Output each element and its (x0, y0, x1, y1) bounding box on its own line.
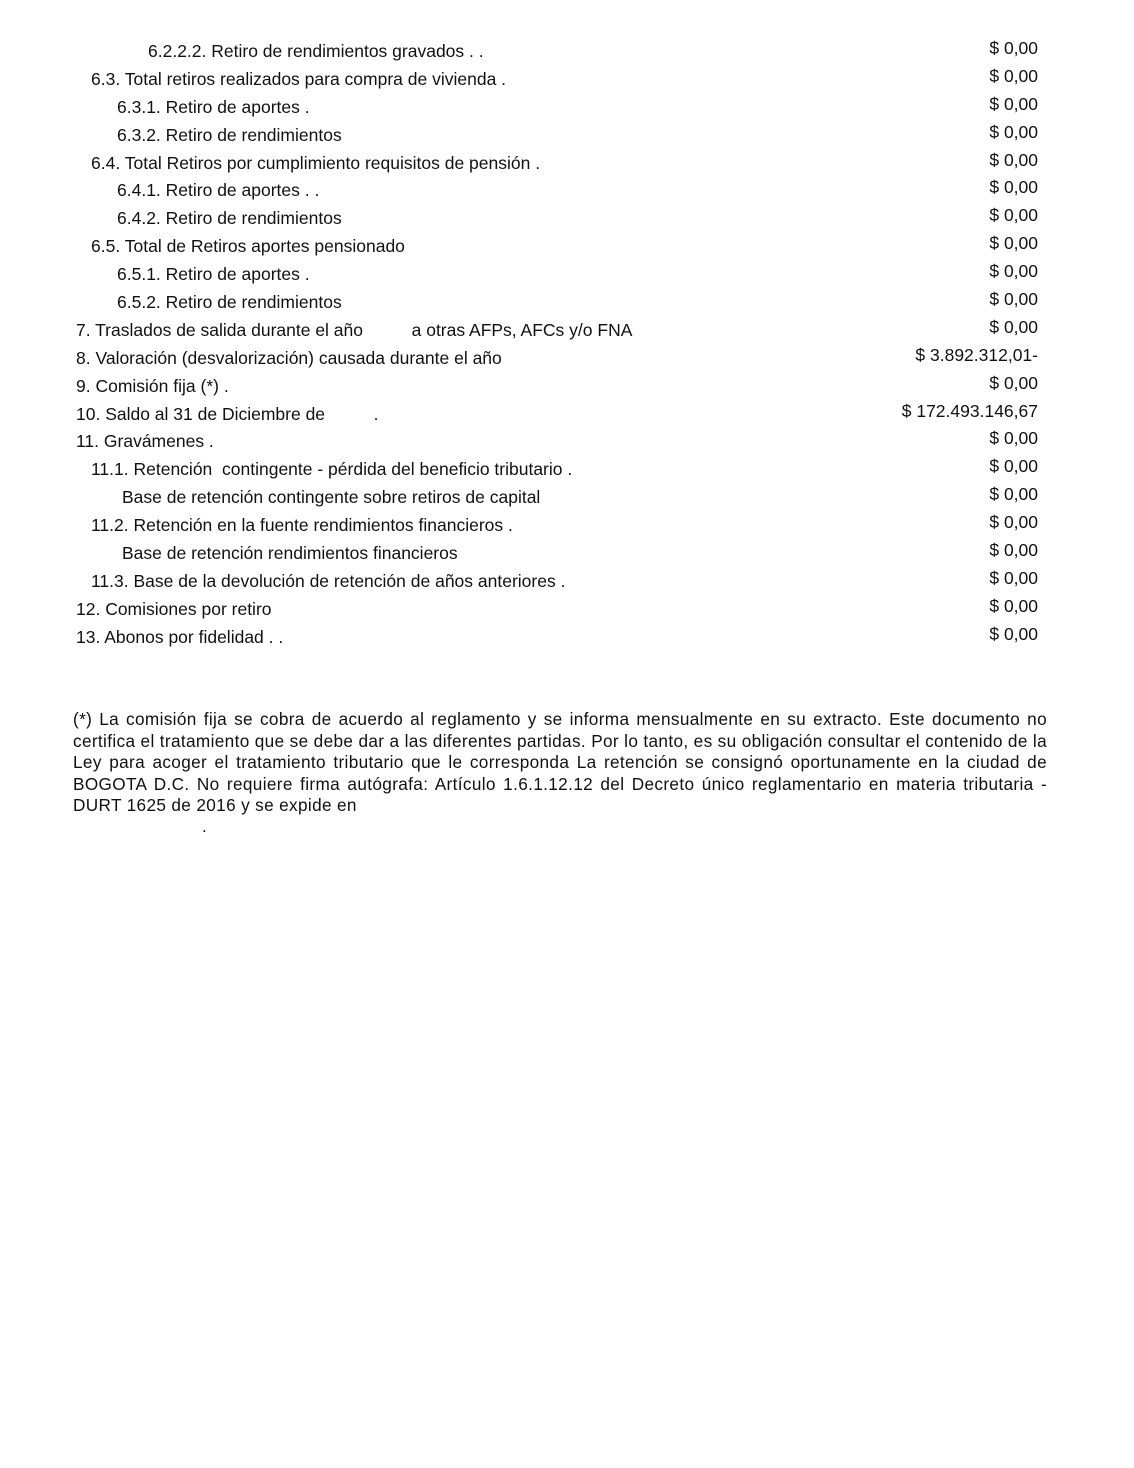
statement-row (0, 64, 1134, 92)
row-label: 6.2.2.2. Retiro de rendimientos gravados . . (148, 41, 484, 61)
statement-row (0, 371, 1134, 399)
statement-row (0, 399, 1134, 427)
row-amount: $ 0,00 (989, 428, 1038, 449)
row-label: 6.5. Total de Retiros aportes pensionado (91, 236, 405, 257)
row-amount: $ 0,00 (989, 261, 1038, 282)
row-label: 9. Comisión fija (*) . (76, 375, 229, 396)
row-label: 6.3.1. Retiro de aportes . (117, 96, 310, 117)
row-label: 6.3. Total retiros realizados para compra de vivienda . (91, 68, 507, 89)
row-label: 10. Saldo al 31 de Diciembre de . (76, 403, 379, 424)
row-amount: $ 0,00 (989, 567, 1038, 588)
row-amount: $ 3.892.312,01- (915, 344, 1038, 365)
statement-row (0, 36, 1134, 64)
row-label: 6.3.2. Retiro de rendimientos (117, 124, 342, 145)
row-amount: $ 0,00 (989, 540, 1038, 561)
footnote-text: (*) La comisión fija se cobra de acuerdo al reglamento y se informa mensualmente en su extracto. Este documento no certifica el tratamiento que se debe dar a las diferentes partidas. Por lo tanto, es su obligación consultar el contenido de la Ley para acoger el tratamiento tributario que le corresponda La retención se consignó oportunamente en la ciudad de BOGOTA D.C. No requiere firma autógrafa: Artículo 1.6.1.12.12 del Decreto único reglamentario en materia tributaria - DURT 1625 de 2016 y se expide en (73, 709, 1047, 816)
statement-row (0, 287, 1134, 315)
row-label: 6.5.2. Retiro de rendimientos (117, 292, 342, 313)
statement-row (0, 622, 1134, 650)
statement-row (0, 538, 1134, 566)
row-amount: $ 0,00 (989, 177, 1038, 198)
footnote-trailing-mark: . (202, 817, 207, 836)
row-amount: $ 0,00 (989, 233, 1038, 254)
row-label: 6.4. Total Retiros por cumplimiento requisitos de pensión . (91, 152, 541, 173)
statement-row (0, 92, 1134, 120)
row-label: 6.5.1. Retiro de aportes . (117, 264, 310, 285)
row-amount: $ 0,00 (989, 595, 1038, 616)
row-amount: $ 0,00 (989, 372, 1038, 393)
statement-row (0, 203, 1134, 231)
statement-row (0, 343, 1134, 371)
row-amount: $ 0,00 (989, 38, 1038, 58)
row-label: 11.3. Base de la devolución de retención de años anteriores . (91, 570, 566, 591)
row-amount: $ 0,00 (989, 93, 1038, 114)
row-amount: $ 172.493.146,67 (901, 400, 1038, 421)
row-amount: $ 0,00 (989, 456, 1038, 477)
statement-row (0, 175, 1134, 203)
row-label: 11. Gravámenes . (76, 431, 214, 452)
statement-row (0, 120, 1134, 148)
row-label: 7. Traslados de salida durante el año a otras AFPs, AFCs y/o FNA (76, 319, 633, 340)
row-label: 11.1. Retención contingente - pérdida del beneficio tributario . (91, 459, 573, 480)
statement-row (0, 231, 1134, 259)
row-label: Base de retención contingente sobre retiros de capital (122, 487, 541, 508)
row-label: 12. Comisiones por retiro (76, 598, 272, 619)
statement-row (0, 482, 1134, 510)
row-amount: $ 0,00 (989, 205, 1038, 226)
row-label: 6.4.2. Retiro de rendimientos (117, 208, 342, 229)
row-amount: $ 0,00 (989, 121, 1038, 142)
row-label: Base de retención rendimientos financieros (122, 543, 458, 564)
row-amount: $ 0,00 (989, 316, 1038, 337)
statement-row (0, 594, 1134, 622)
row-label: 13. Abonos por fidelidad . . (76, 626, 284, 647)
statement-row (0, 454, 1134, 482)
statement-row (0, 148, 1134, 176)
row-amount: $ 0,00 (989, 149, 1038, 170)
row-amount: $ 0,00 (989, 512, 1038, 533)
row-label: 6.4.1. Retiro de aportes . . (117, 180, 320, 201)
row-label: 8. Valoración (desvalorización) causada durante el año (76, 347, 502, 368)
row-amount: $ 0,00 (989, 65, 1038, 86)
row-amount: $ 0,00 (989, 289, 1038, 310)
row-label: 11.2. Retención en la fuente rendimientos financieros . (91, 515, 513, 536)
row-amount: $ 0,00 (989, 484, 1038, 505)
statement-row (0, 510, 1134, 538)
statement-row (0, 426, 1134, 454)
statement-row (0, 259, 1134, 287)
row-amount: $ 0,00 (989, 623, 1038, 644)
statement-row (0, 566, 1134, 594)
statement-row (0, 315, 1134, 343)
statement-rows (0, 36, 1134, 650)
